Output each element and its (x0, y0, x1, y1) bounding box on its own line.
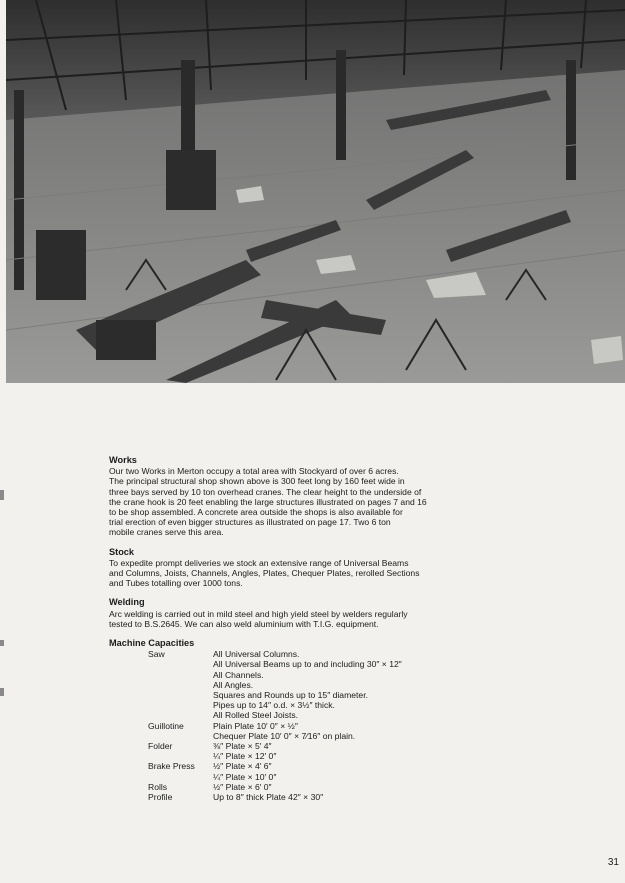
text-line: mobile cranes serve this area. (109, 527, 224, 538)
text-line: to be shop assembled. A concrete area outside the shops is also available for (109, 507, 403, 518)
machine-value: All Angles. (213, 679, 254, 690)
table-row (109, 751, 402, 761)
section-heading: Machine Capacities (109, 638, 195, 649)
text-line: the crane hook is 20 feet enabling the large structures illustrated on pages 7 and 16 (109, 496, 427, 507)
edge-mark (0, 688, 4, 696)
machine-value: All Universal Beams up to and including 30″ × 12″ (213, 659, 402, 670)
stock-section (109, 547, 529, 589)
section-heading: Stock (109, 546, 135, 557)
machine-value: Squares and Rounds up to 15″ diameter. (213, 690, 368, 701)
table-row (109, 761, 402, 771)
machine-value: Chequer Plate 10′ 0″ × 7⁄16″ on plain. (213, 730, 356, 741)
machine-value: All Rolled Steel Joists. (213, 710, 299, 721)
machine-value: All Universal Columns. (213, 649, 300, 660)
machine-value: Pipes up to 14″ o.d. × 3½″ thick. (213, 700, 335, 711)
text-line: tested to B.S.2645. We can also weld aluminium with T.I.G. equipment. (109, 618, 379, 629)
table-row (109, 670, 402, 680)
machine-label: Saw (148, 649, 165, 660)
machine-value: ½″ Plate × 6′ 0″ (213, 781, 272, 792)
welding-section (109, 597, 529, 629)
table-row (109, 792, 402, 802)
machine-label: Guillotine (148, 720, 184, 731)
table-row (109, 680, 402, 690)
welding-paragraph (109, 609, 529, 629)
text-line: and Columns, Joists, Channels, Angles, Plates, Chequer Plates, rerolled Sections (109, 568, 420, 579)
machine-capacities-table (109, 649, 402, 802)
machine-label (109, 772, 213, 782)
table-row (109, 741, 402, 751)
table-row (109, 782, 402, 792)
table-row (109, 690, 402, 700)
machine-capacities-section (109, 638, 529, 802)
machine-value: Up to 8″ thick Plate 42″ × 30″ (213, 792, 324, 803)
machine-value: ⅜″ Plate × 5′ 4″ (213, 741, 272, 752)
factory-structural-shop-photo-icon (6, 0, 625, 383)
text-line: and Tubes totalling over 1000 tons. (109, 578, 243, 589)
machine-label: Brake Press (148, 761, 195, 772)
factory-photo (6, 0, 625, 383)
machine-value: Plain Plate 10′ 0″ × ½″ (213, 720, 298, 731)
section-heading: Works (109, 455, 137, 465)
machine-label (109, 690, 213, 700)
text-line: To expedite prompt deliveries we stock an extensive range of Universal Beams (109, 557, 409, 568)
machine-value: ¼″ Plate × 10′ 0″ (213, 771, 277, 782)
machine-label (109, 710, 213, 720)
works-section (109, 455, 529, 538)
machine-label (109, 700, 213, 710)
stock-paragraph (109, 558, 529, 589)
machine-label: Profile (148, 792, 173, 803)
machine-value: All Channels. (213, 669, 264, 680)
table-row (109, 721, 402, 731)
table-row (109, 710, 402, 720)
section-heading: Welding (109, 597, 145, 608)
machine-label: Rolls (148, 781, 168, 792)
table-row (109, 772, 402, 782)
text-line: trial erection of even bigger structures as illustrated on page 17. Two 6 ton (109, 517, 391, 528)
text-line: Our two Works in Merton occupy a total area with Stockyard of over 6 acres. (109, 466, 399, 477)
machine-label (109, 659, 213, 669)
edge-mark (0, 490, 4, 500)
machine-label (109, 670, 213, 680)
text-line: three bays served by 10 ton overhead cranes. The clear height to the underside of (109, 486, 422, 497)
text-line: The principal structural shop shown above is 300 feet long by 160 feet wide in (109, 476, 405, 487)
machine-value: ¼″ Plate × 12′ 0″ (213, 751, 277, 762)
machine-label: Folder (148, 741, 173, 752)
machine-label (109, 680, 213, 690)
text-line: Arc welding is carried out in mild steel and high yield steel by welders regularly (109, 608, 408, 619)
body-text (109, 455, 529, 811)
machine-value: ½″ Plate × 4′ 6″ (213, 761, 272, 772)
table-row (109, 731, 402, 741)
table-row (109, 649, 402, 659)
page-number: 31 (607, 857, 619, 868)
edge-mark (0, 640, 4, 646)
works-paragraph (109, 466, 529, 537)
machine-label (109, 751, 213, 761)
machine-label (109, 731, 213, 741)
table-row (109, 700, 402, 710)
table-row (109, 659, 402, 669)
